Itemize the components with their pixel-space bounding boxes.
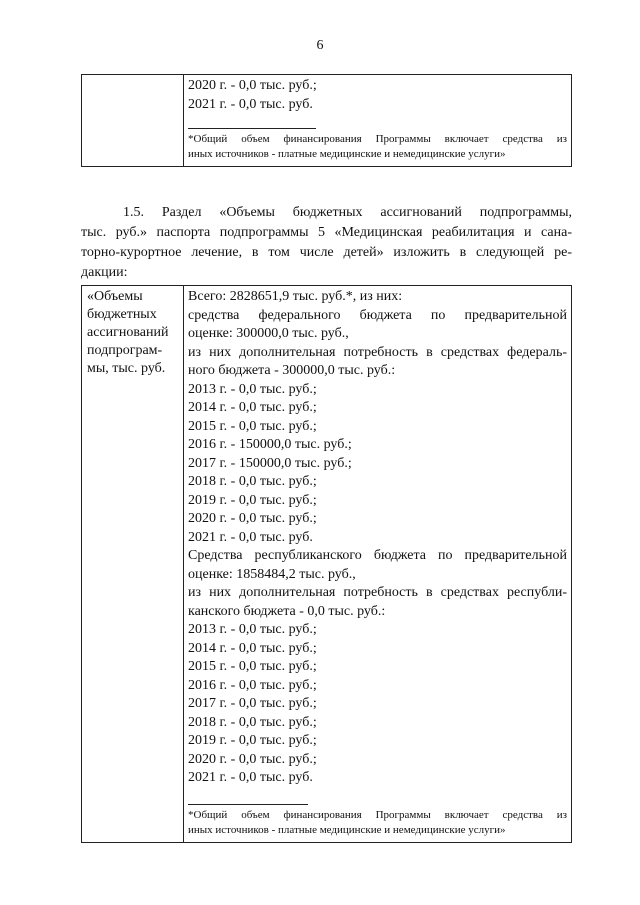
text-line: средства федерального бюджета по предварительной [188, 307, 567, 323]
label-line: подпрограм- [87, 343, 163, 358]
paragraph-line: дакции: [81, 265, 128, 280]
text-line: 2016 г. - 150000,0 тыс. руб.; [188, 437, 352, 452]
label-cell [82, 286, 184, 843]
content-cell [184, 286, 572, 843]
footnote-line: иных источников - платные медицинские и немедицинские услуги» [188, 823, 506, 836]
paragraph-line: торно-курортное лечение, в том числе детей» изложить в следующей ре- [81, 245, 572, 260]
text-line: 2016 г. - 0,0 тыс. руб.; [188, 677, 317, 693]
text-line: Средства республиканского бюджета по предварительной [188, 548, 567, 563]
text-line: 2018 г. - 0,0 тыс. руб.; [188, 474, 317, 489]
footnote-line: *Общий объем финансирования Программы включает средства из [188, 133, 567, 145]
text-line: 2013 г. - 0,0 тыс. руб.; [188, 381, 317, 397]
text-line: 2019 г. - 0,0 тыс. руб.; [188, 733, 317, 748]
label-line: ассигнований [87, 325, 169, 340]
text-line: из них дополнительная потребность в средствах федераль- [188, 344, 567, 360]
page-number: 6 [316, 38, 324, 53]
text-line: канского бюджета - 0,0 тыс. руб.: [188, 603, 386, 619]
text-line: 2014 г. - 0,0 тыс. руб.; [188, 640, 317, 656]
label-line: мы, тыс. руб. [87, 361, 166, 376]
text-line: 2021 г. - 0,0 тыс. руб. [188, 96, 313, 112]
label-line: бюджетных [87, 307, 157, 322]
text-line: 2020 г. - 0,0 тыс. руб.; [188, 511, 317, 526]
funding-table [81, 285, 572, 843]
text-line: 2015 г. - 0,0 тыс. руб.; [188, 659, 317, 674]
text-line: 2018 г. - 0,0 тыс. руб.; [188, 714, 317, 730]
text-line: 2021 г. - 0,0 тыс. руб. [188, 770, 313, 785]
funding-table-continued [81, 74, 572, 167]
label-line: «Объемы [87, 289, 143, 304]
footnote-line: иных источников - платные медицинские и немедицинские услуги» [188, 148, 506, 160]
text-line: Всего: 2828651,9 тыс. руб.*, из них: [188, 289, 403, 304]
paragraph-line: тыс. руб.» паспорта подпрограммы 5 «Медицинская реабилитация и сана- [81, 225, 572, 240]
text-line: 2015 г. - 0,0 тыс. руб.; [188, 418, 317, 434]
text-line: 2014 г. - 0,0 тыс. руб.; [188, 400, 317, 415]
paragraph-line: 1.5. Раздел «Объемы бюджетных ассигнований подпрограммы, [123, 205, 572, 220]
text-line: 2013 г. - 0,0 тыс. руб.; [188, 622, 317, 637]
footnote-divider [188, 804, 308, 805]
text-line: ного бюджета - 300000,0 тыс. руб.: [188, 363, 396, 378]
text-line: 2017 г. - 0,0 тыс. руб.; [188, 696, 317, 711]
amendment-paragraph [81, 203, 572, 283]
text-line: оценке: 1858484,2 тыс. руб., [188, 566, 356, 582]
text-line: 2021 г. - 0,0 тыс. руб. [188, 529, 313, 545]
text-line: 2020 г. - 0,0 тыс. руб.; [188, 751, 317, 767]
text-line: 2020 г. - 0,0 тыс. руб.; [188, 78, 317, 93]
content-cell [184, 75, 572, 167]
label-cell [82, 75, 184, 167]
text-line: оценке: 300000,0 тыс. руб., [188, 326, 349, 341]
footnote-line: *Общий объем финансирования Программы включает средства из [188, 808, 567, 821]
text-line: 2019 г. - 0,0 тыс. руб.; [188, 492, 317, 508]
text-line: из них дополнительная потребность в средствах республи- [188, 585, 567, 600]
text-line: 2017 г. - 150000,0 тыс. руб.; [188, 455, 352, 471]
footnote-divider [188, 128, 316, 129]
